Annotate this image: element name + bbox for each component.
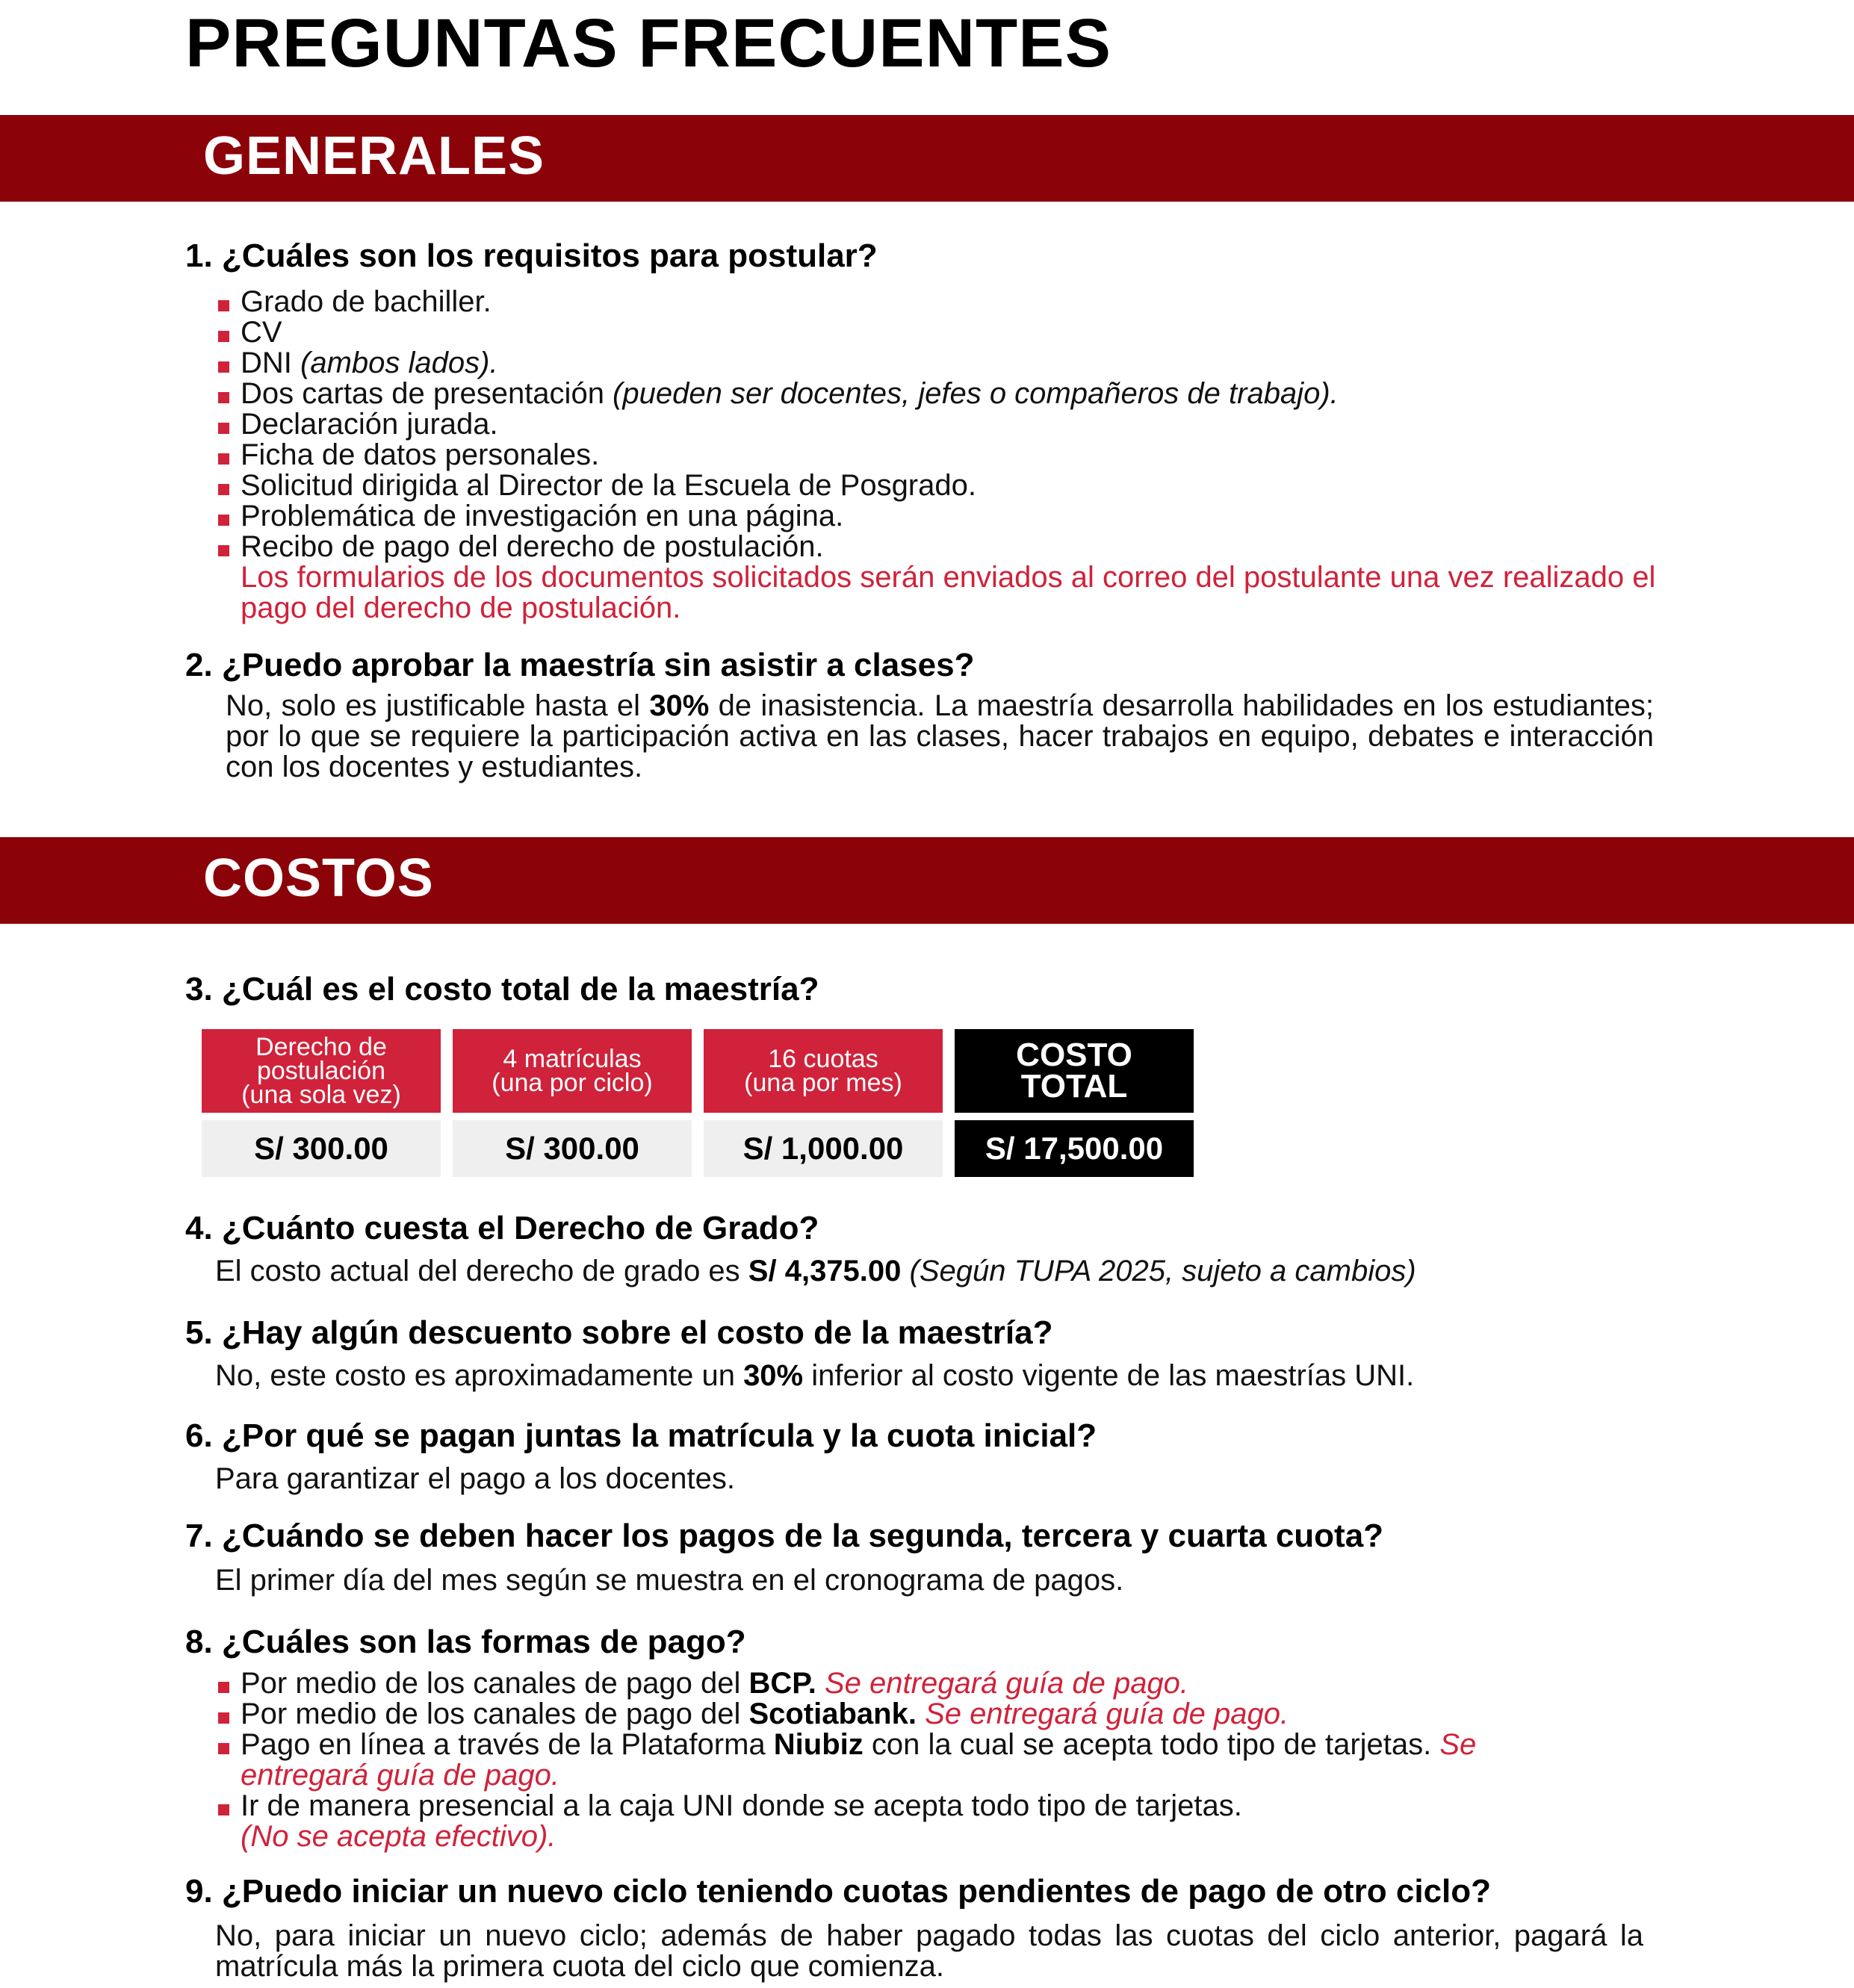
answer-4: El costo actual del derecho de grado es S/ 4,375.00 (Según TUPA 2025, sujeto a cambios): [215, 1255, 1416, 1287]
list-item: Problemática de investigación en una página.: [218, 501, 1682, 532]
cost-header-total: COSTO TOTAL: [955, 1029, 1194, 1113]
cost-header-cuotas: 16 cuotas (una por mes): [704, 1029, 943, 1113]
bullet-icon: [218, 361, 229, 373]
cost-header-matriculas: 4 matrículas (una por ciclo): [453, 1029, 692, 1113]
bullet-icon: [218, 1804, 229, 1815]
question-4: 4. ¿Cuánto cuesta el Derecho de Grado?: [185, 1210, 819, 1246]
bullet-icon: [218, 1743, 229, 1754]
answer-2: No, solo es justificable hasta el 30% de inasistencia. La maestría desarrolla habilidades en los estudiantes; por lo que se requiere la participación activa en las clases, hacer trabajos en equipo, debates e interacción con los docentes y estudiantes.: [226, 689, 1654, 783]
section-title-costos: COSTOS: [203, 848, 434, 908]
requirements-note: Los formularios de los documentos solicitados serán enviados al correo del postulante una vez realizado el pago del derecho de postulación.: [241, 561, 1656, 624]
cost-value-matriculas: S/ 300.00: [453, 1120, 692, 1177]
bullet-icon: [218, 1712, 229, 1724]
list-item: CV: [218, 317, 1682, 348]
question-1: 1. ¿Cuáles son los requisitos para postular?: [185, 237, 878, 274]
cost-value-cuotas: S/ 1,000.00: [704, 1120, 943, 1177]
cost-value-total: S/ 17,500.00: [955, 1120, 1194, 1177]
section-title-generales: GENERALES: [203, 126, 545, 186]
list-item: Pago en línea a través de la Plataforma Niubiz con la cual se acepta todo tipo de tarjetas. Se entregará guía de pago.: [218, 1730, 1525, 1791]
answer-7: El primer día del mes según se muestra en el cronograma de pagos.: [215, 1564, 1124, 1597]
bullet-icon: [218, 423, 229, 434]
payment-methods-list: [218, 1668, 1548, 1852]
cost-header-postulacion: Derecho de postulación (una sola vez): [202, 1029, 441, 1113]
list-item: Grado de bachiller.: [218, 287, 1682, 317]
list-item: Ir de manera presencial a la caja UNI donde se acepta todo tipo de tarjetas. (No se acepta efectivo).: [218, 1791, 1548, 1852]
question-3: 3. ¿Cuál es el costo total de la maestría?: [185, 971, 819, 1007]
bullet-icon: [218, 545, 229, 556]
answer-9: No, para iniciar un nuevo ciclo; además de haber pagado todas las cuotas del ciclo anterior, pagará la matrícula más la primera cuota del ciclo que comienza.: [215, 1919, 1643, 1983]
list-item: Por medio de los canales de pago del BCP. Se entregará guía de pago.: [218, 1668, 1548, 1699]
page-title: PREGUNTAS FRECUENTES: [185, 5, 1112, 81]
bullet-icon: [218, 300, 229, 311]
section-band-costos: [0, 837, 1854, 924]
requirements-list: [218, 287, 1682, 562]
bullet-icon: [218, 392, 229, 403]
list-item: Recibo de pago del derecho de postulación.: [218, 532, 1682, 562]
question-6: 6. ¿Por qué se pagan juntas la matrícula y la cuota inicial?: [185, 1417, 1097, 1454]
question-5: 5. ¿Hay algún descuento sobre el costo de la maestría?: [185, 1314, 1053, 1351]
question-2: 2. ¿Puedo aprobar la maestría sin asistir a clases?: [185, 647, 975, 683]
list-item: Por medio de los canales de pago del Scotiabank. Se entregará guía de pago.: [218, 1699, 1548, 1730]
list-item: Solicitud dirigida al Director de la Escuela de Posgrado.: [218, 470, 1682, 501]
bullet-icon: [218, 515, 229, 526]
question-7: 7. ¿Cuándo se deben hacer los pagos de la segunda, tercera y cuarta cuota?: [185, 1518, 1384, 1554]
list-item: Dos cartas de presentación (pueden ser docentes, jefes o compañeros de trabajo).: [218, 379, 1682, 409]
bullet-icon: [218, 453, 229, 465]
bullet-icon: [218, 331, 229, 342]
section-band-generales: [0, 115, 1854, 202]
list-item: Declaración jurada.: [218, 409, 1682, 440]
list-item: Ficha de datos personales.: [218, 440, 1682, 470]
bullet-icon: [218, 1682, 229, 1693]
bullet-icon: [218, 484, 229, 495]
question-9: 9. ¿Puedo iniciar un nuevo ciclo teniendo cuotas pendientes de pago de otro ciclo?: [185, 1873, 1492, 1910]
question-8: 8. ¿Cuáles son las formas de pago?: [185, 1624, 746, 1660]
list-item: DNI (ambos lados).: [218, 348, 1682, 379]
answer-6: Para garantizar el pago a los docentes.: [215, 1462, 735, 1495]
answer-5: No, este costo es aproximadamente un 30% inferior al costo vigente de las maestrías UNI.: [215, 1359, 1415, 1392]
cost-value-postulacion: S/ 300.00: [202, 1120, 441, 1177]
